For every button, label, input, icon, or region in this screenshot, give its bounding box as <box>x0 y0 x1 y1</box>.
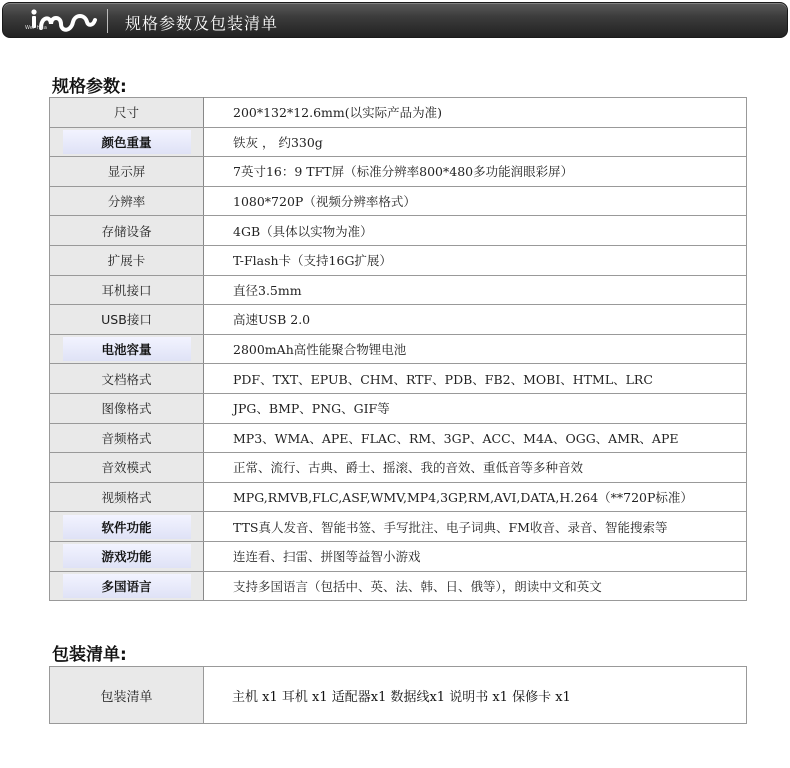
spec-label-cell <box>50 186 204 216</box>
spec-label: 尺寸 <box>113 105 139 121</box>
spec-label: 游戏功能 <box>63 544 191 568</box>
spec-label-cell <box>50 275 204 305</box>
spec-row <box>50 216 747 246</box>
spec-label-cell <box>50 216 204 246</box>
spec-row <box>50 453 747 483</box>
spec-label-cell <box>50 305 204 335</box>
spec-label-cell <box>50 423 204 453</box>
spec-label-cell <box>50 364 204 394</box>
spec-label: 音效模式 <box>101 460 152 476</box>
spec-row <box>50 275 747 305</box>
spec-label: 耳机接口 <box>101 282 152 298</box>
spec-label: 软件功能 <box>63 515 191 539</box>
spec-value: 高速USB 2.0 <box>204 305 747 335</box>
spec-value: 支持多国语言（包括中、英、法、韩、日、俄等），朗读中文和英文 <box>204 571 747 601</box>
package-contents: 主机 x1 耳机 x1 适配器x1 数据线x1 说明书 x1 保修卡 x1 <box>204 667 747 724</box>
spec-label-cell <box>50 245 204 275</box>
spec-label-cell <box>50 512 204 542</box>
spec-label: 视频格式 <box>101 490 152 506</box>
spec-value: 2800mAh高性能聚合物锂电池 <box>204 334 747 364</box>
spec-label: 分辨率 <box>107 194 146 210</box>
spec-label: 文档格式 <box>101 371 152 387</box>
spec-row <box>50 157 747 187</box>
spec-row <box>50 423 747 453</box>
spec-row <box>50 98 747 128</box>
spec-row <box>50 541 747 571</box>
spec-value: 铁灰 ， 约330g <box>204 127 747 157</box>
spec-label-cell <box>50 127 204 157</box>
spec-row <box>50 571 747 601</box>
package-table <box>49 666 747 724</box>
spec-row <box>50 186 747 216</box>
spec-value: 直径3.5mm <box>204 275 747 305</box>
spec-label-cell <box>50 453 204 483</box>
spec-value: 200*132*12.6mm(以实际产品为准) <box>204 98 747 128</box>
spec-label-cell <box>50 334 204 364</box>
page-title: 规格参数及包装清单 <box>125 14 279 33</box>
spec-label: 显示屏 <box>107 164 146 180</box>
spec-table-body <box>50 98 747 601</box>
spec-label: 多国语言 <box>63 574 191 598</box>
spec-label-cell <box>50 482 204 512</box>
spec-value: 4GB（具体以实物为准） <box>204 216 747 246</box>
spec-label-cell <box>50 157 204 187</box>
spec-label-cell <box>50 393 204 423</box>
spec-label: 存储设备 <box>101 223 152 239</box>
spec-row <box>50 482 747 512</box>
spec-label: USB接口 <box>101 312 152 328</box>
spec-label: 颜色重量 <box>63 130 191 154</box>
package-label: 包装清单 <box>50 667 204 724</box>
spec-row <box>50 245 747 275</box>
spec-value: T-Flash卡（支持16G扩展） <box>204 245 747 275</box>
spec-value: 7英寸16：9 TFT屏（标准分辨率800*480多功能润眼彩屏） <box>204 157 747 187</box>
header-banner <box>2 2 788 38</box>
spec-value: PDF、TXT、EPUB、CHM、RTF、PDB、FB2、MOBI、HTML、LRC <box>204 364 747 394</box>
spec-row <box>50 334 747 364</box>
spec-label: 图像格式 <box>101 401 152 417</box>
spec-value: MPG,RMVB,FLC,ASF,WMV,MP4,3GP,RM,AVI,DATA,H.264（**720P标准） <box>204 482 747 512</box>
spec-row <box>50 393 747 423</box>
package-row <box>50 667 747 724</box>
spec-label-cell <box>50 571 204 601</box>
spec-value: 正常、流行、古典、爵士、摇滚、我的音效、重低音等多种音效 <box>204 453 747 483</box>
spec-row <box>50 512 747 542</box>
spec-label: 音频格式 <box>101 430 152 446</box>
spec-value: JPG、BMP、PNG、GIF等 <box>204 393 747 423</box>
spec-label: 电池容量 <box>63 337 191 361</box>
spec-section-title: 规格参数: <box>52 77 127 97</box>
spec-label-cell <box>50 98 204 128</box>
spec-row <box>50 305 747 335</box>
spec-row <box>50 364 747 394</box>
banner-divider <box>107 9 108 33</box>
spec-label: 扩展卡 <box>107 253 146 269</box>
logo-caption: Wei Hua <box>25 25 48 31</box>
brand-logo <box>27 6 99 36</box>
package-section-title: 包装清单: <box>52 645 127 665</box>
spec-label-cell <box>50 541 204 571</box>
spec-value: TTS真人发音、智能书签、手写批注、电子词典、FM收音、录音、智能搜索等 <box>204 512 747 542</box>
spec-table <box>49 97 747 601</box>
spec-value: 连连看、扫雷、拼图等益智小游戏 <box>204 541 747 571</box>
spec-value: MP3、WMA、APE、FLAC、RM、3GP、ACC、M4A、OGG、AMR、APE <box>204 423 747 453</box>
spec-row <box>50 127 747 157</box>
spec-value: 1080*720P（视频分辨率格式） <box>204 186 747 216</box>
